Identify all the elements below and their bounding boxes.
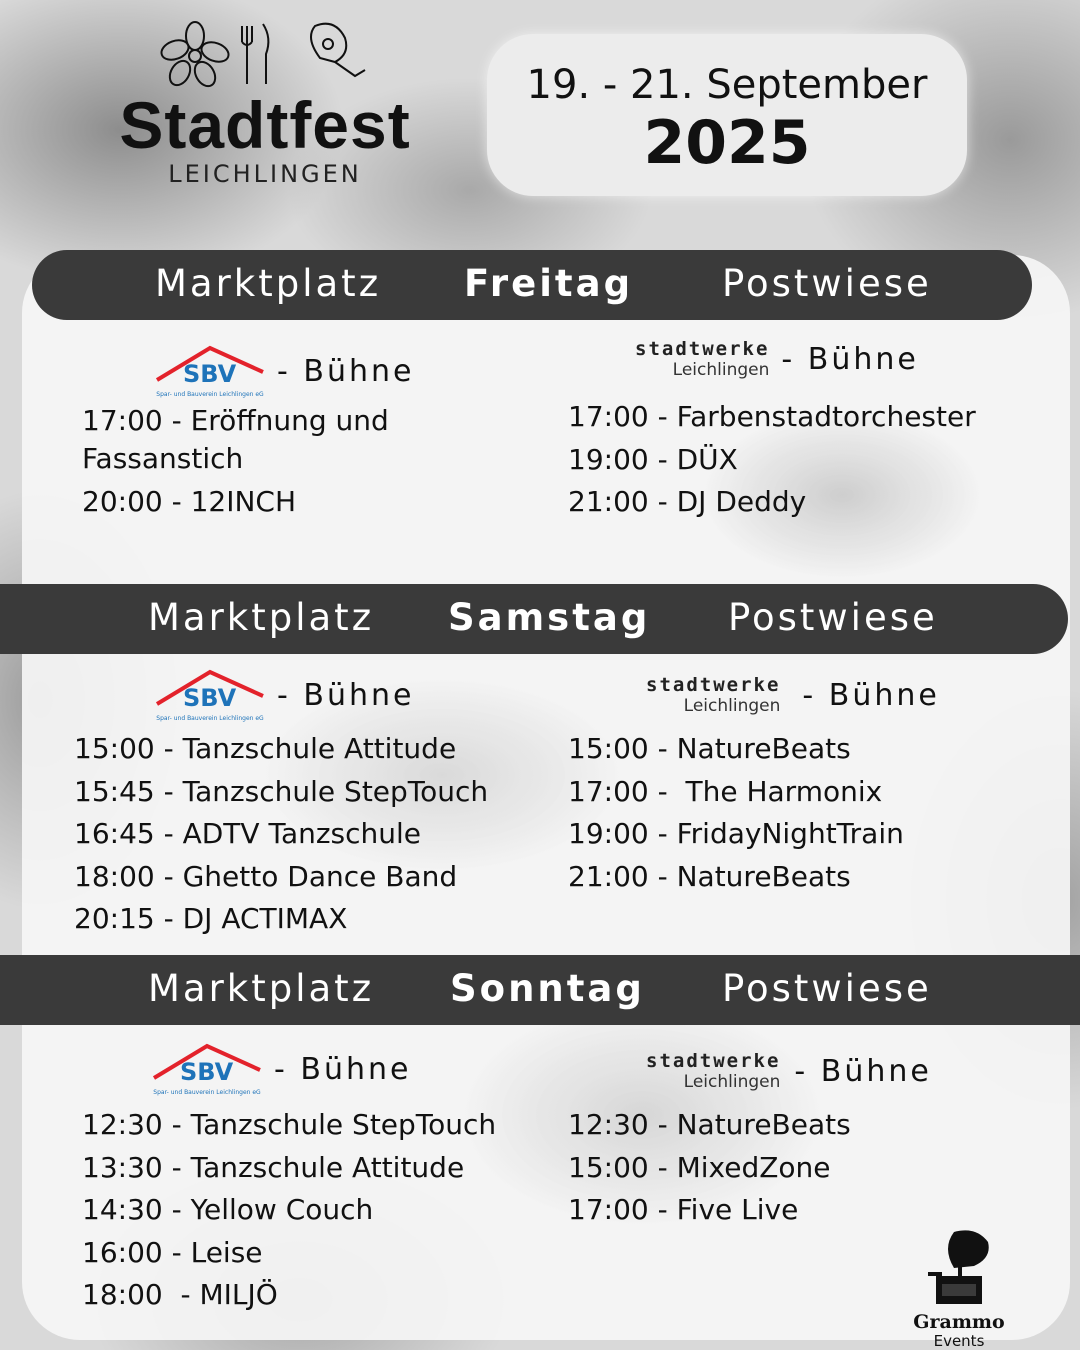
schedule-entry: 17:00 - The Harmonix [568,774,883,808]
day-label: Freitag [464,262,634,305]
schedule-entry: 20:15 - DJ ACTIMAX [74,902,348,935]
grammo-sub: Events [933,1332,985,1350]
schedule-entry: 12:30 - NatureBeats [568,1108,851,1141]
sbv-logo [155,344,265,398]
venue-left: Marktplatz [148,967,375,1010]
schedule-entry: Fassanstich [82,442,244,475]
schedule-sonntag-marktplatz [82,1104,496,1317]
stage-suffix: - Bühne [794,1054,932,1089]
day-label: Samstag [448,596,651,639]
schedule-entry: 17:00 - Eröffnung und [82,404,389,437]
sbv-caption: Spar- und Bauverein Leichlingen eG [156,715,264,722]
stage-suffix: - Bühne [274,1051,412,1087]
svg-text:SBV: SBV [183,360,237,388]
sbv-caption: Spar- und Bauverein Leichlingen eG [153,1089,261,1096]
stage-header-stadtwerke [646,676,940,715]
day-label: Sonntag [450,967,645,1010]
schedule-entry: 17:00 - Five Live [568,1193,799,1226]
stage-suffix: - Bühne [781,342,919,377]
venue-right: Postwiese [722,262,932,305]
venue-left: Marktplatz [148,596,375,639]
stage-header-sbv [152,1042,411,1096]
stadtwerke-city: Leichlingen [683,1072,781,1092]
venue-right: Postwiese [728,596,938,639]
date-range: 19. - 21. September [526,62,928,108]
schedule-entry: 19:00 - FridayNightTrain [568,817,904,850]
stadtwerke-logo [646,1052,780,1091]
schedule-entry: 21:00 - NatureBeats [568,859,851,893]
schedule-entry: 15:00 - MixedZone [568,1150,831,1184]
festival-city: LEICHLINGEN [168,160,362,188]
sbv-caption: Spar- und Bauverein Leichlingen eG [156,391,264,398]
venue-right: Postwiese [722,967,932,1010]
schedule-sonntag-postwiese [568,1104,851,1232]
schedule-samstag-marktplatz [74,728,488,941]
stage-header-stadtwerke [646,1052,932,1091]
schedule-entry: 21:00 - DJ Deddy [568,485,807,518]
festival-title: Stadtfest [119,88,411,162]
gramophone-icon [924,1228,994,1308]
stadtwerke-logo [635,340,769,379]
stage-header-sbv [155,344,414,398]
schedule-entry: 17:00 - Farbenstadtorchester [568,400,976,433]
schedule-entry: 19:00 - DÜX [568,442,738,476]
stadtwerke-city: Leichlingen [683,696,781,716]
stage-header-sbv [155,668,414,722]
sbv-logo [155,668,265,722]
stadtwerke-city: Leichlingen [672,360,770,380]
stage-suffix: - Bühne [277,353,415,389]
date-year: 2025 [643,108,811,178]
day-bar-sonntag [0,955,1080,1025]
venue-left: Marktplatz [155,262,382,305]
grammo-name: Grammo [913,1311,1005,1333]
stadtwerke-name: stadtwerke [635,338,770,360]
sbv-logo [152,1042,262,1096]
schedule-entry: 18:00 - MILJÖ [82,1278,278,1311]
flower-cutlery-gramophone-icon [150,18,380,88]
schedule-samstag-postwiese [568,728,904,898]
svg-text:SBV: SBV [183,684,237,712]
stadtfest-logo [90,18,440,198]
schedule-entry: 18:00 - Ghetto Dance Band [74,859,458,893]
schedule-entry: 13:30 - Tanzschule Attitude [82,1150,465,1184]
schedule-entry: 16:00 - Leise [82,1235,263,1269]
day-bar-freitag [32,250,1032,320]
date-box [487,34,967,196]
schedule-entry: 16:45 - ADTV Tanzschule [74,817,422,850]
stage-suffix: - Bühne [277,677,415,713]
schedule-entry: 15:00 - NatureBeats [568,732,851,765]
schedule-freitag-postwiese [568,396,976,524]
schedule-entry: 20:00 - 12INCH [82,485,297,518]
svg-text:SBV: SBV [180,1058,234,1086]
schedule-entry: 15:45 - Tanzschule StepTouch [74,774,489,808]
stadtwerke-name: stadtwerke [646,1050,781,1072]
stadtwerke-name: stadtwerke [646,674,781,696]
schedule-freitag-marktplatz [82,402,389,521]
stage-suffix: - Bühne [802,678,940,713]
stage-header-stadtwerke [635,340,919,379]
stadtwerke-logo [646,676,780,715]
day-bar-samstag [0,584,1068,654]
schedule-entry: 12:30 - Tanzschule StepTouch [82,1108,497,1141]
schedule-entry: 15:00 - Tanzschule Attitude [74,732,457,765]
grammo-events-logo [898,1228,1020,1350]
schedule-entry: 14:30 - Yellow Couch [82,1193,374,1226]
